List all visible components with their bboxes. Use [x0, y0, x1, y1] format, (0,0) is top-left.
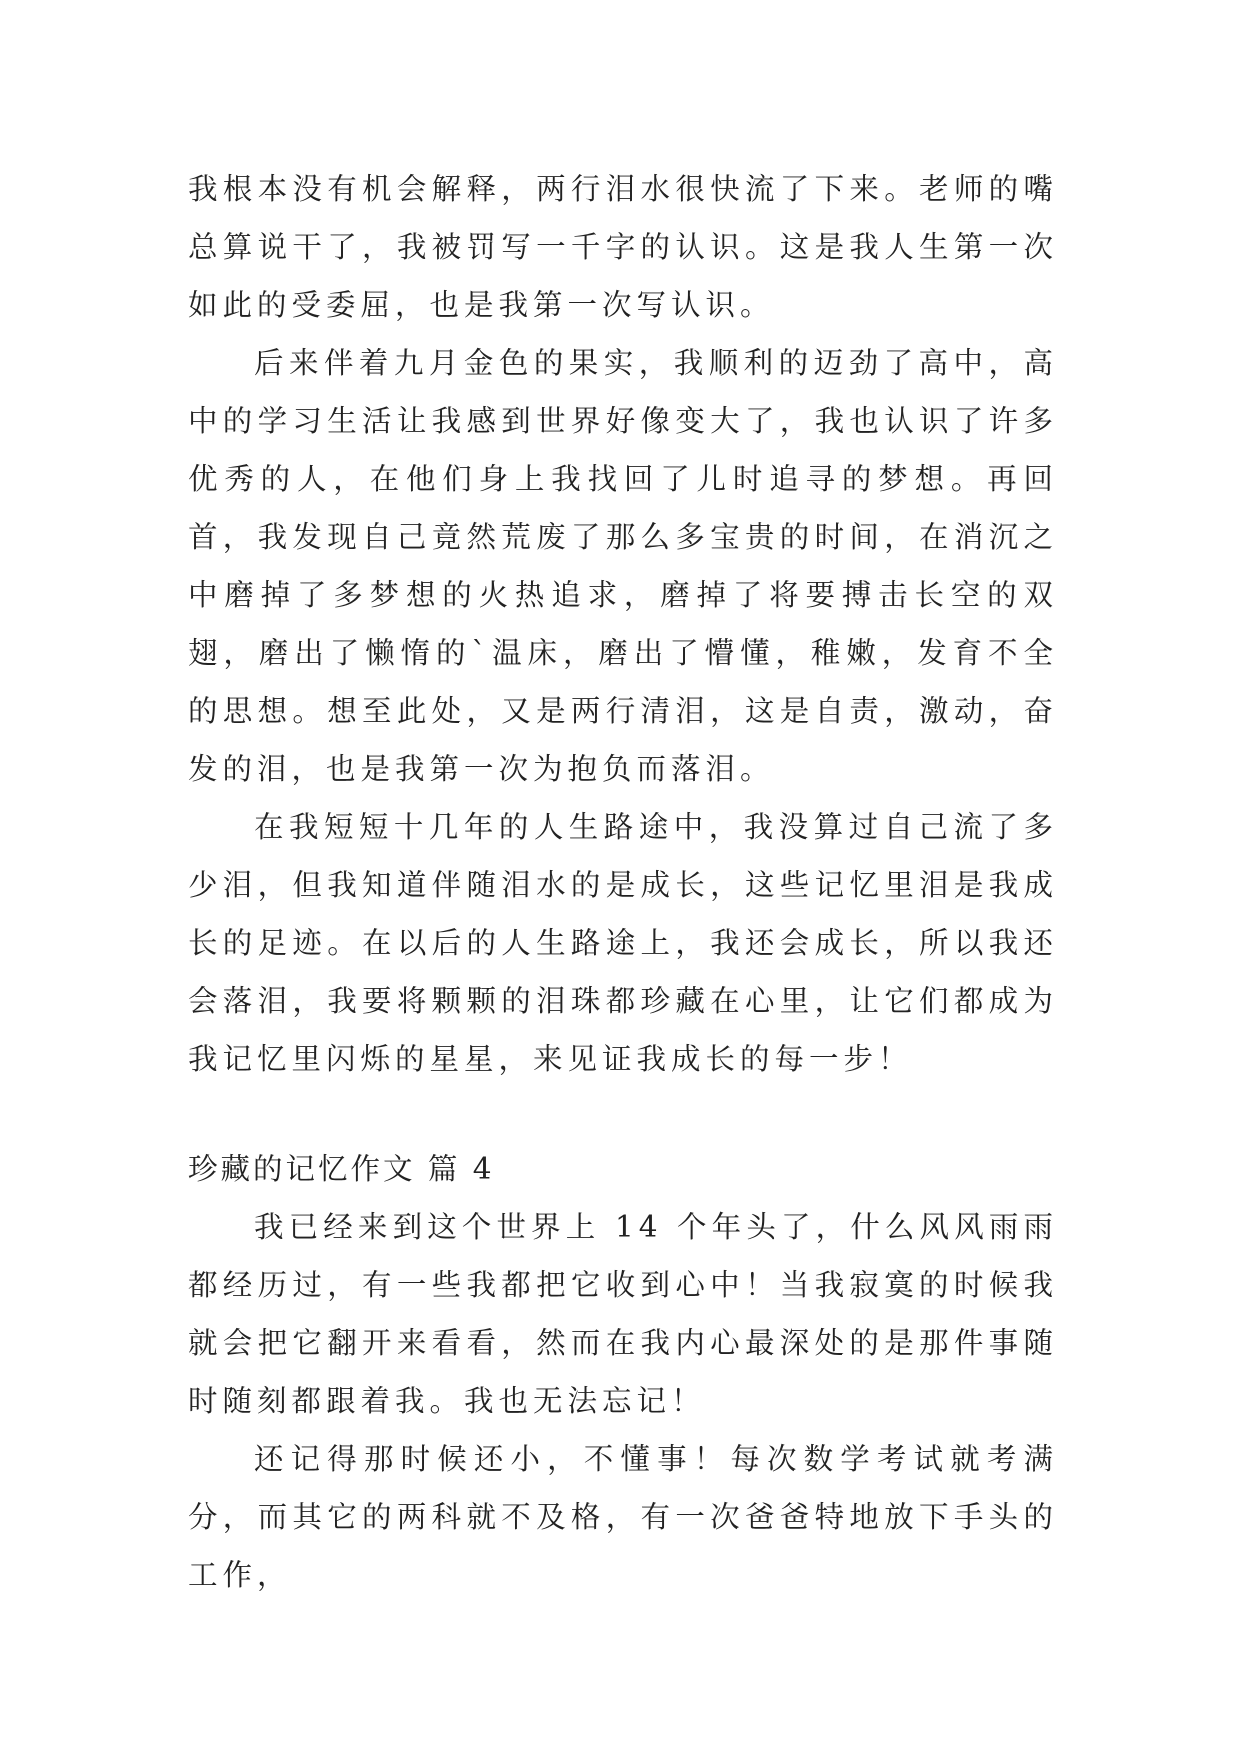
paragraph-5: 还记得那时候还小，不懂事！每次数学考试就考满分，而其它的两科就不及格，有一次爸爸特地放下手头的工作，	[188, 1442, 1058, 1592]
paragraph-1: 我根本没有机会解释，两行泪水很快流了下来。老师的嘴总算说干了，我被罚写一千字的认识。这是我人生第一次如此的受委屈，也是我第一次写认识。	[188, 172, 1058, 322]
paragraph-3: 在我短短十几年的人生路途中，我没算过自己流了多少泪，但我知道伴随泪水的是成长，这些记忆里泪是我成长的足迹。在以后的人生路途上，我还会成长，所以我还会落泪，我要将颗颗的泪珠都珍藏在心里，让它们都成为我记忆里闪烁的星星，来见证我成长的每一步！	[188, 810, 1058, 1076]
paragraph-4: 我已经来到这个世界上 14 个年头了，什么风风雨雨都经历过，有一些我都把它收到心中！当我寂寞的时候我就会把它翻开来看看，然而在我内心最深处的是那件事随时随刻都跟着我。我也无法忘记！	[188, 1210, 1058, 1418]
section-title: 珍藏的记忆作文 篇 4	[188, 1152, 495, 1186]
document-page	[188, 160, 1058, 1604]
paragraph-2: 后来伴着九月金色的果实，我顺利的迈劲了高中，高中的学习生活让我感到世界好像变大了，我也认识了许多优秀的人，在他们身上我找回了儿时追寻的梦想。再回首，我发现自己竟然荒废了那么多宝贵的时间，在消沉之中磨掉了多梦想的火热追求，磨掉了将要搏击长空的双翅，磨出了懒惰的`温床，磨出了懵懂，稚嫩，发育不全的思想。想至此处，又是两行清泪，这是自责，激动，奋发的泪，也是我第一次为抱负而落泪。	[188, 346, 1058, 786]
